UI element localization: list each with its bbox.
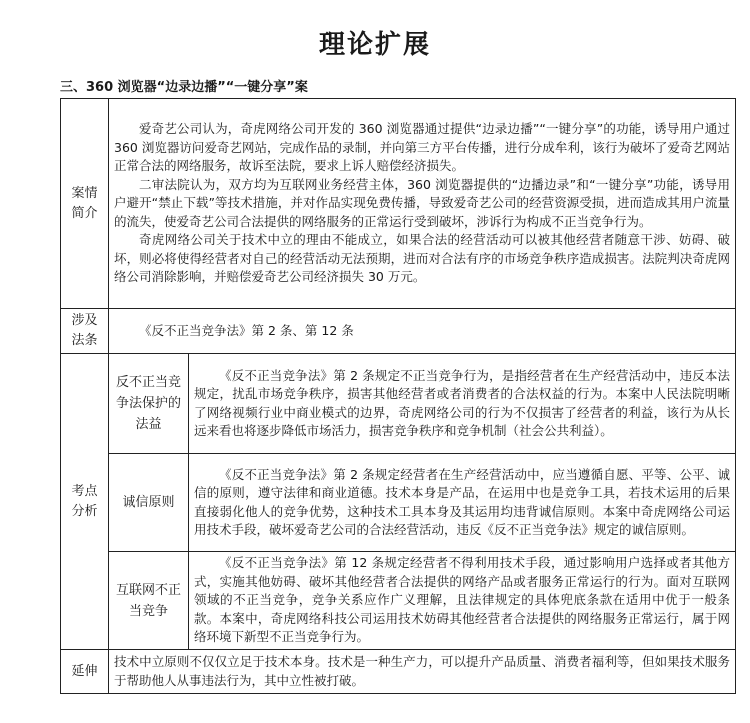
case-intro-label [61, 99, 109, 309]
page-title: 理论扩展 [318, 30, 431, 60]
case-intro-paragraph: 二审法院认为，双方均为互联网业务经营主体，360 浏览器提供的“边播边录”和“一键分享”功能，诱导用户避开“禁止下载”等技术措施，并对作品实现免费传播，导致爱奇艺公司的经营资源受损，进而造成其用户流量的流失，使爱奇艺公司合法提供的网络服务的正常运行受到破坏，涉诉行为构成不正当竞争行为。 [114, 176, 731, 229]
law-label-text: 涉及法条 [71, 313, 98, 348]
law-text: 《反不正当竞争法》第 2 条、第 12 条 [139, 322, 354, 338]
analysis-text: 《反不正当竞争法》第 2 条规定不正当竞争行为，是指经营者在生产经营活动中，违反本法规定，扰乱市场竞争秩序，损害其他经营者或者消费者的合法权益的行为。本案中人民法院明晰了网络视频行业中商业模式的边界，奇虎网络公司的行为不仅损害了经营者的利益，该行为从长远来看也将逐步降低市场活力，损害竞争秩序和竞争机制（社会公共利益）。 [194, 367, 731, 438]
case-intro-paragraph: 爱奇艺公司认为，奇虎网络公司开发的 360 浏览器通过提供“边录边播”“一键分享”的功能，诱导用户通过 360 浏览器访问爱奇艺网站，完成作品的录制，并向第三方平台传播，进行分成牟利，该行为破坏了爱奇艺网站正常合法的网络服务，故诉至法院，要求上诉人赔偿经济损失。 [114, 121, 731, 174]
analysis-row [61, 354, 736, 454]
analysis-sublabel [109, 354, 189, 454]
analysis-sublabel-text: 诚信原则 [122, 495, 175, 510]
analysis-text: 《反不正当竞争法》第 2 条规定经营者在生产经营活动中，应当遵循自愿、平等、公平、诚信的原则，遵守法律和商业道德。技术本身是产品，在运用中也是竞争工具，若技术运用的后果直接弱化他人的竞争优势，这种技术工具本身及其运用均违背诚信原则。本案中奇虎网络公司运用技术手段，破坏爱奇艺公司的合法经营活动，违反《反不正当竞争法》规定的诚信原则。 [194, 466, 731, 537]
law-content [109, 309, 736, 354]
case-intro-row [61, 99, 736, 309]
law-row [61, 309, 736, 354]
analysis-label-text: 考点分析 [71, 483, 98, 519]
extension-text: 技术中立原则不仅仅立足于技术本身。技术是一种生产力，可以提升产品质量、消费者福利等，但如果技术服务于帮助他人从事违法行为，其中立性被打破。 [114, 654, 731, 688]
case-intro-label-text: 案情简介 [71, 185, 98, 221]
analysis-text: 《反不正当竞争法》第 12 条规定经营者不得利用技术手段，通过影响用户选择或者其他方式，实施其他妨碍、破坏其他经营者合法提供的网络产品或者服务正常运行的行为。面对互联网领域的不正当竞争，竞争关系应作广义理解，且法律规定的具体兜底条款在适用中优于一般条款。本案中，奇虎网络科技公司运用技术妨碍其他经营者合法提供的网络服务正常运行，属于网络环境下新型不正当竞争行为。 [194, 555, 731, 645]
extension-row [61, 650, 736, 694]
analysis-content [189, 552, 736, 650]
analysis-content [189, 354, 736, 454]
case-heading: 三、360 浏览器“边录边播”“一键分享”案 [60, 80, 308, 95]
extension-label [61, 650, 109, 694]
analysis-label [61, 354, 109, 650]
analysis-row [61, 552, 736, 650]
analysis-sublabel [109, 552, 189, 650]
case-intro-content [109, 99, 736, 309]
analysis-sublabel-text: 互联网不正当竞争 [115, 582, 181, 619]
analysis-sublabel [109, 454, 189, 552]
law-label [61, 309, 109, 354]
extension-content [109, 650, 736, 694]
analysis-content [189, 454, 736, 552]
case-intro-paragraph: 奇虎网络公司关于技术中立的理由不能成立，如果合法的经营活动可以被其他经营者随意干涉、妨碍、破坏，则必将使得经营者对自己的经营活动无法预期，进而对合法有序的市场竞争秩序造成损害。法院判决奇虎网络公司消除影响，并赔偿爱奇艺公司经济损失 30 万元。 [114, 232, 731, 285]
extension-label-text: 延伸 [71, 663, 98, 679]
case-table [60, 98, 736, 694]
analysis-sublabel-text: 反不正当竞争法保护的法益 [115, 375, 181, 432]
analysis-row [61, 454, 736, 552]
